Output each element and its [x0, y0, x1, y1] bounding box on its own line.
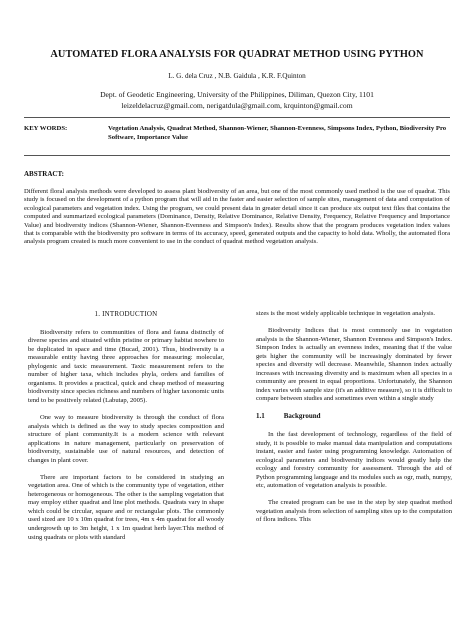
affiliation-block [20, 90, 454, 111]
intro-paragraph: One way to measure biodiversity is through the conduct of flora analysis which is defined as the way to study species composition and structure of plant community.It is a modern science with relevant applications in nature management, particularly on preservation of biodiversity, sustainable use of natural resources, and detection of changes in plant cover. [28, 413, 224, 464]
continuation-text: sizes is the most widely applicable technique in vegetation analysis. [256, 310, 436, 317]
left-column [28, 310, 224, 551]
keywords-label: KEY WORDS: [24, 125, 68, 132]
keywords-block [24, 125, 450, 142]
subsection-title: Background [283, 412, 321, 421]
subsection-number: 1.1 [256, 412, 265, 421]
background-paragraph: In the fast development of technology, regardless of the field of study, it is possible to make manual data manipulation and computations instant, easier and faster using programming knowledge. Automation of ecological parameters and biodiversity indices would greatly help the ecology and forestry community for assessment. Through the aid of Python programming language and its modules such as ogr, math, numpy, etc, automation of vegetation analysis is possible. [256, 431, 452, 490]
keywords-rule [24, 155, 450, 156]
keywords-text: Vegetation Analysis, Quadrat Method, Shannon-Wiener, Shannon-Evenness, Simpsons Index, Python, Biodiversity Pro Software, Importance Value [108, 125, 447, 141]
background-paragraph: The created program can be use in the step by step quadrat method vegetation analysis from selection of sampling sites up to the computation of flora indices. This [256, 499, 452, 524]
abstract-heading: ABSTRACT: [24, 170, 64, 178]
subsection-heading-background [256, 412, 452, 421]
section-heading-introduction: 1. INTRODUCTION [94, 310, 158, 318]
affiliation-address: Dept. of Geodetic Engineering, University of the Philippines, Diliman, Quezon City, 1101 [100, 90, 374, 99]
author-list: L. G. dela Cruz , N.B. Gaidula , K.R. F.Quinton [168, 72, 306, 80]
intro-paragraph: Biodiversity refers to communities of flora and fauna distinctly of diverse species and situated within pristine or primary habitat nowhere to be duplicated in space and time (Bucad, 2001). Thus, biodiversity is a measurable entity having three approaches for measuring: molecular, phylogenic and taxic measurement. Taxic measurement refers to the number of higher taxa, which includes phyla, orders and families of organisms. It provides a practical, quick and cheap method of measuring biodiversity since species richness and numbers of higher taxonomic units tend to be positively related (Labutap, 2005). [28, 328, 224, 404]
right-column [256, 310, 452, 533]
affiliation-emails: leizeldelacruz@gmail.com, nerigatdula@gmail.com, krquinton@gmail.com [121, 100, 353, 110]
intro-paragraph: There are important factors to be considered in studying an vegetation area. One of which is the community type of vegetation, either heterogeneous or homogeneous. The other is the sampling vegetation that may employ either quadrat and line plot methods. Quadrats vary in shape which could be circular, square and or rectangular plots. The commonly used sized are 10 x 10m quadrat for trees, 4m x 4m quadrat for all woody undergrowth up to 3m height, 1 x 1m quadrat herb layer.This method of using quadrats or plots with standard [28, 473, 224, 541]
abstract-text: Different floral analysis methods were developed to assess plant biodiversity of an area, but one of the most commonly used method is the use of quadrat. This study is focused on the development of a python program that will aid in the faster and easier selection of sample sites, management of data and computation of ecological parameters and vegetation index. Using the program, we could present data in greater detail since it can produce six output text files that contains the computed and summarized ecological parameters (Dominance, Density, Relative Dominance, Relative Density, Frequency, Relative Frequency and Importance Value) and biodiversity indices (Shannon-Wiener, Shannon-Evenness and Simpson's Index). Results show that the program produces vegetation index values that is comparable with the biodiversity pro software in terms of its accuracy, speed, generated outputs and the capacity to hold data. Wholly, the automated flora analysis program created is much more convenient to use in the conduct of quadrat method vegetation analysis. [24, 188, 450, 246]
paper-title: AUTOMATED FLORA ANALYSIS FOR QUADRAT METHOD USING PYTHON [50, 49, 424, 60]
indices-paragraph: Biodiversity Indices that is most commonly use in vegetation analysis is the Shannon-Wiener, Shannon Evenness and Simpson's Index. Simpson Index is actually an evenness index, meaning that if the value gets higher the community will be increasingly dominated by fewer species and diversity will decrease. Meanwhile, Shannon index actually increases with increasing diversity and is maximum when all species in a community are present in equal proportions. Unfortunately, the Shannon index varies with sample size (it's an additive measure), so it is difficult to compare between studies and sometimes even within a single study [256, 327, 452, 403]
top-rule [24, 117, 450, 118]
